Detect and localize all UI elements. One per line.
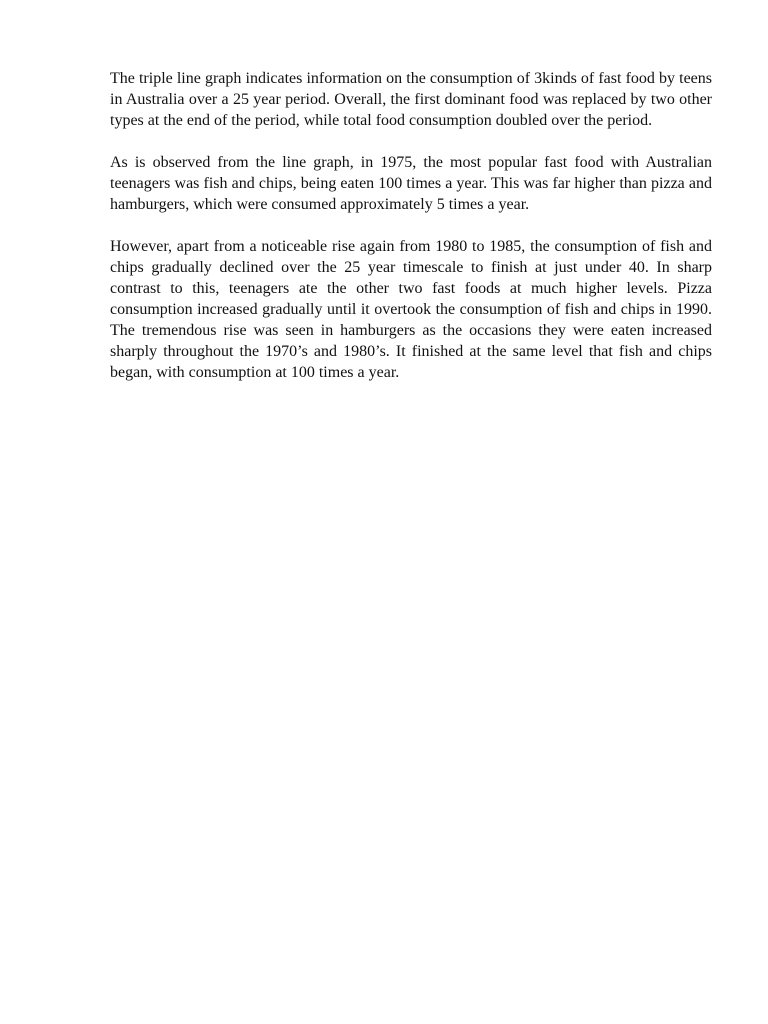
paragraph-trends: However, apart from a noticeable rise again from 1980 to 1985, the consumption of fish and chips gradually declined over the 25 year timescale to finish at just under 40. In sharp contrast to this, teenagers ate the other two fast foods at much higher levels. Pizza consumption increased gradually until it overtook the consumption of fish and chips in 1990. The tremendous rise was seen in hamburgers as the occasions they were eaten increased sharply throughout the 1970’s and 1980’s. It finished at the same level that fish and chips began, with consumption at 100 times a year. [110, 238, 712, 381]
document-body [110, 68, 712, 404]
paragraph-1975: As is observed from the line graph, in 1975, the most popular fast food with Australian teenagers was fish and chips, being eaten 100 times a year. This was far higher than pizza and hamburgers, which were consumed approximately 5 times a year. [110, 154, 712, 213]
paragraph-overview: The triple line graph indicates information on the consumption of 3kinds of fast food by teens in Australia over a 25 year period. Overall, the first dominant food was replaced by two other types at the end of the period, while total food consumption doubled over the period. [110, 70, 712, 129]
